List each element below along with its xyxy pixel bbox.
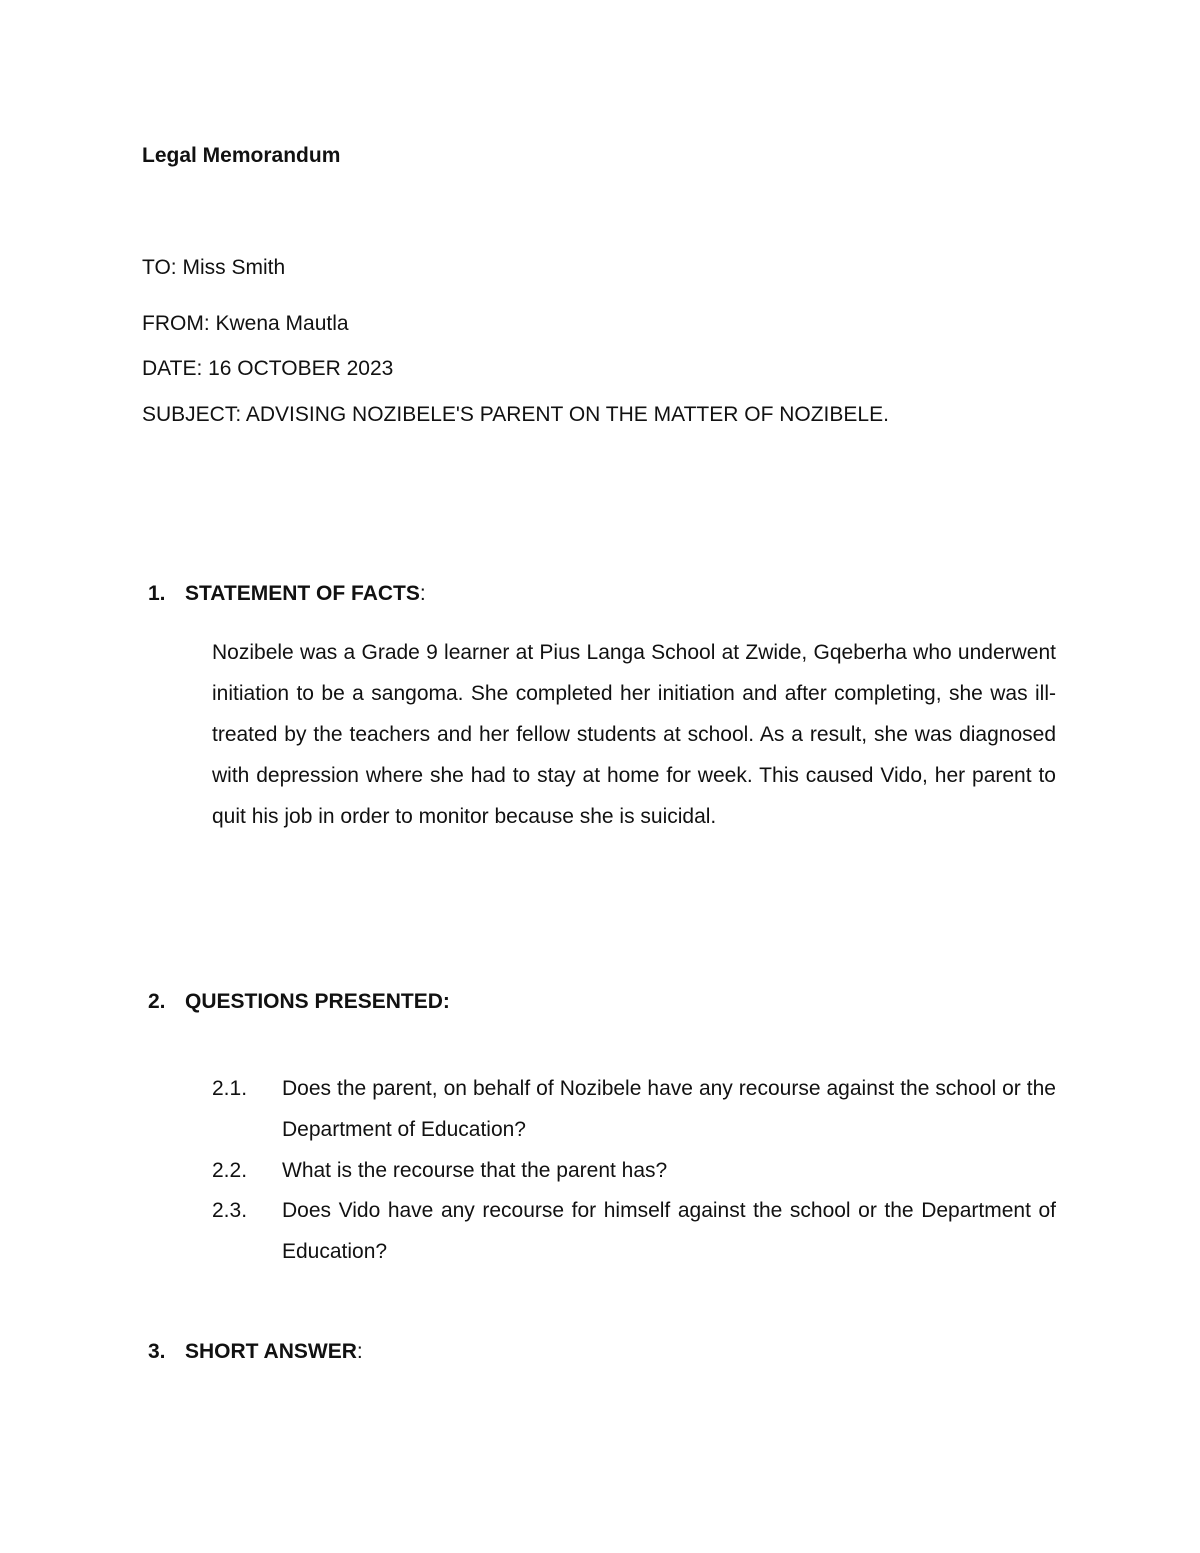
question-text: Does the parent, on behalf of Nozibele have any recourse against the school or the Department of Education? (282, 1077, 1056, 1141)
statement-of-facts-paragraph: Nozibele was a Grade 9 learner at Pius Langa School at Zwide, Gqeberha who underwent initiation to be a sangoma. She completed her initiation and after completing, she was ill-treated by the teachers and her fellow students at school. As a result, she was diagnosed with depression where she had to stay at home for week. This caused Vido, her parent to quit his job in order to monitor because she is suicidal. (212, 641, 1056, 828)
memo-subject-line: SUBJECT: ADVISING NOZIBELE'S PARENT ON THE MATTER OF NOZIBELE. (142, 403, 889, 426)
memo-title: Legal Memorandum (142, 144, 341, 167)
question-item (212, 1190, 1056, 1272)
section-suffix: : (356, 1340, 363, 1363)
question-text: Does Vido have any recourse for himself against the school or the Department of Education? (282, 1199, 1056, 1263)
section-number: 1. (148, 582, 166, 605)
section-label: STATEMENT OF FACTS (185, 582, 420, 605)
memo-to-line: TO: Miss Smith (142, 256, 286, 279)
question-number: 2.1. (212, 1077, 248, 1100)
section-number: 3. (148, 1340, 166, 1363)
section-heading-questions (148, 989, 450, 1015)
question-number: 2.3. (212, 1199, 248, 1222)
question-text: What is the recourse that the parent has? (282, 1159, 668, 1182)
memo-from-line: FROM: Kwena Mautla (142, 312, 349, 335)
section-number: 2. (148, 990, 166, 1013)
memo-date-line: DATE: 16 OCTOBER 2023 (142, 357, 394, 380)
section-label: QUESTIONS PRESENTED: (185, 990, 450, 1013)
section-label: SHORT ANSWER (185, 1340, 357, 1363)
section-suffix: : (419, 582, 426, 605)
question-number: 2.2. (212, 1159, 248, 1182)
question-item (212, 1150, 1056, 1191)
section-heading-facts (148, 581, 426, 607)
section-heading-short-answer (148, 1339, 363, 1365)
question-item (212, 1068, 1056, 1150)
